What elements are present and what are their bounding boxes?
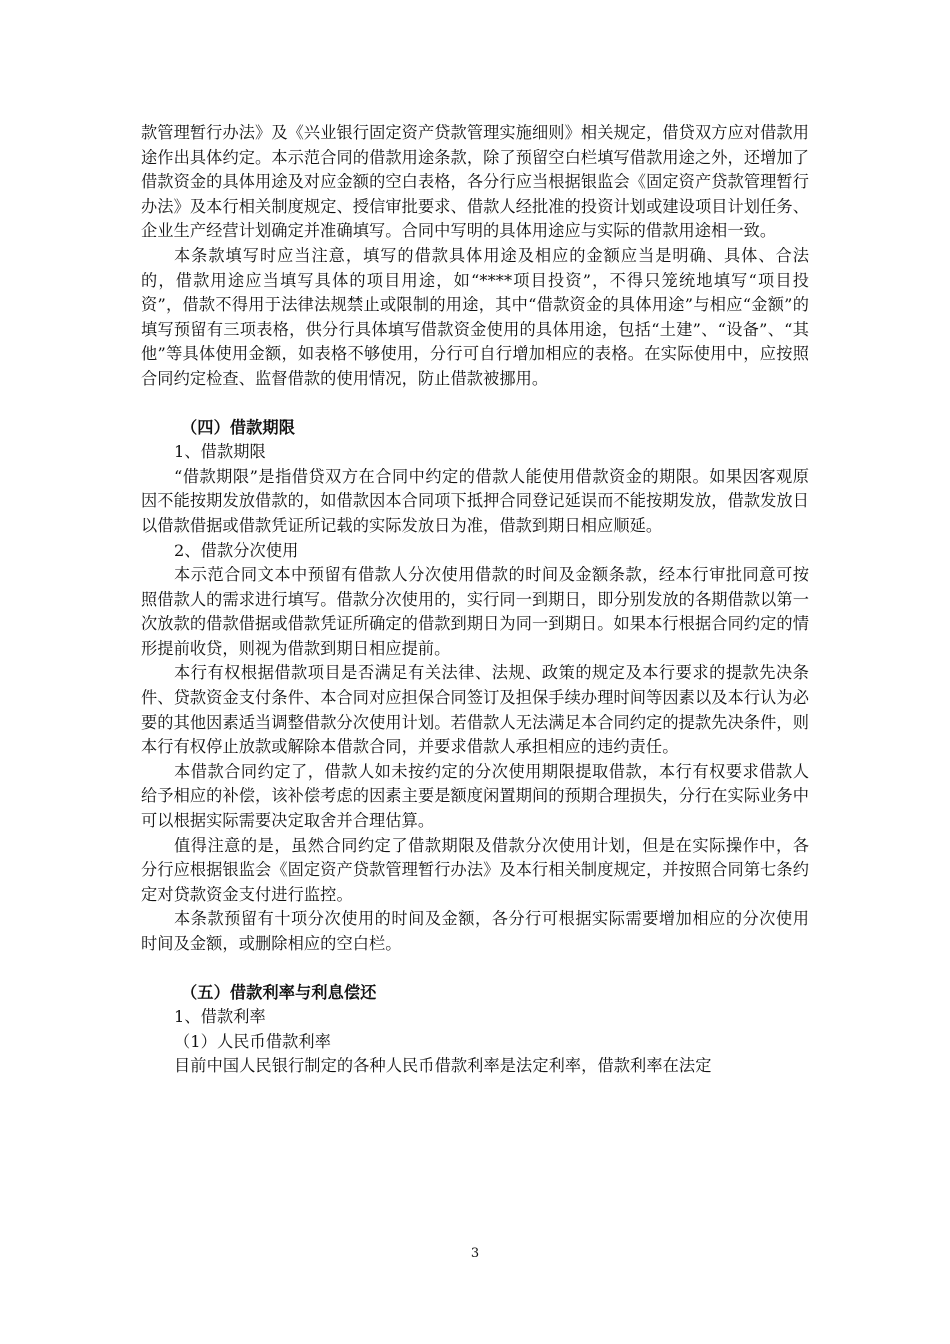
subheading-rmb-interest-rate: （1）人民币借款利率 bbox=[174, 1031, 331, 1051]
paragraph-ten-installments: 本条款预留有十项分次使用的时间及金额，各分行可根据实际需要增加相应的分次使用时间及金额，或删除相应的空白栏。 bbox=[141, 909, 809, 953]
paragraph-legal-interest-rate: 目前中国人民银行制定的各种人民币借款利率是法定利率，借款利率在法定 bbox=[174, 1056, 712, 1076]
subheading-loan-term: 1、借款期限 bbox=[174, 442, 266, 462]
page-number: 3 bbox=[470, 1246, 480, 1261]
document-page bbox=[141, 121, 809, 1079]
paragraph-adjust-installment-plan: 本行有权根据借款项目是否满足有关法律、法规、政策的规定及本行要求的提款先决条件、贷款资金支付条件、本合同对应担保合同签订及担保手续办理时间等因素以及本行认为必要的其他因素适当调整借款分次使用计划。若借款人无法满足本合同约定的提款先决条件，则本行有权停止放款或解除本借款合同，并要求借款人承担相应的违约责任。 bbox=[141, 663, 809, 757]
paragraph-installment-use: 本示范合同文本中预留有借款人分次使用借款的时间及金额条款，经本行审批同意可按照借款人的需求进行填写。借款分次使用的，实行同一到期日，即分别发放的各期借款以第一次放款的借款借据或借款凭证所确定的借款到期日为同一到期日。如果本行根据合同约定的情形提前收贷，则视为借款到期日相应提前。 bbox=[141, 565, 809, 658]
section-heading-loan-term: （四）借款期限 bbox=[181, 417, 296, 437]
paragraph-filling-notes: 本条款填写时应当注意，填写的借款具体用途及相应的金额应当是明确、具体、合法的，借款用途应当填写具体的项目用途，如“****项目投资”，不得只笼统地填写“项目投资”，借款不得用于法律法规禁止或限制的用途，其中“借款资金的具体用途”与相应“金额”的填写预留有三项表格，供分行具体填写借款资金使用的具体用途，包括“土建”、“设备”、“其他”等具体使用金额，如表格不够使用，分行可自行增加相应的表格。在实际使用中，应按照合同约定检查、监督借款的使用情况，防止借款被挪用。 bbox=[141, 245, 809, 388]
paragraph-continued-loan-purpose: 款管理暂行办法》及《兴业银行固定资产贷款管理实施细则》相关规定，借贷双方应对借款用途作出具体约定。本示范合同的借款用途条款，除了预留空白栏填写借款用途之外，还增加了借款资金的具体用途及对应金额的空白表格，各分行应当根据银监会《固定资产贷款管理暂行办法》及本行相关制度规定、授信审批要求、借款人经批准的投资计划或建设项目计划任务、企业生产经营计划确定并准确填写。合同中写明的具体用途应与实际的借款用途相一致。 bbox=[141, 123, 809, 241]
paragraph-compensation: 本借款合同约定了，借款人如未按约定的分次使用期限提取借款，本行有权要求借款人给予相应的补偿，该补偿考虑的因素主要是额度闲置期间的预期合理损失，分行在实际业务中可以根据实际需要决定取舍并合理估算。 bbox=[141, 761, 809, 831]
paragraph-loan-term-definition: “借款期限”是指借贷双方在合同中约定的借款人能使用借款资金的期限。如果因客观原因不能按期发放借款的，如借款因本合同项下抵押合同登记延误而不能按期发放，借款发放日以借款借据或借款凭证所记载的实际发放日为准，借款到期日相应顺延。 bbox=[141, 466, 809, 535]
section-heading-interest-rate: （五）借款利率与利息偿还 bbox=[181, 982, 377, 1002]
subheading-loan-interest-rate: 1、借款利率 bbox=[174, 1007, 266, 1027]
paragraph-payment-monitoring: 值得注意的是，虽然合同约定了借款期限及借款分次使用计划，但是在实际操作中，各分行应根据银监会《固定资产贷款管理暂行办法》及本行相关制度规定，并按照合同第七条约定对贷款资金支付进行监控。 bbox=[141, 835, 809, 904]
subheading-installment-use: 2、借款分次使用 bbox=[174, 540, 299, 560]
